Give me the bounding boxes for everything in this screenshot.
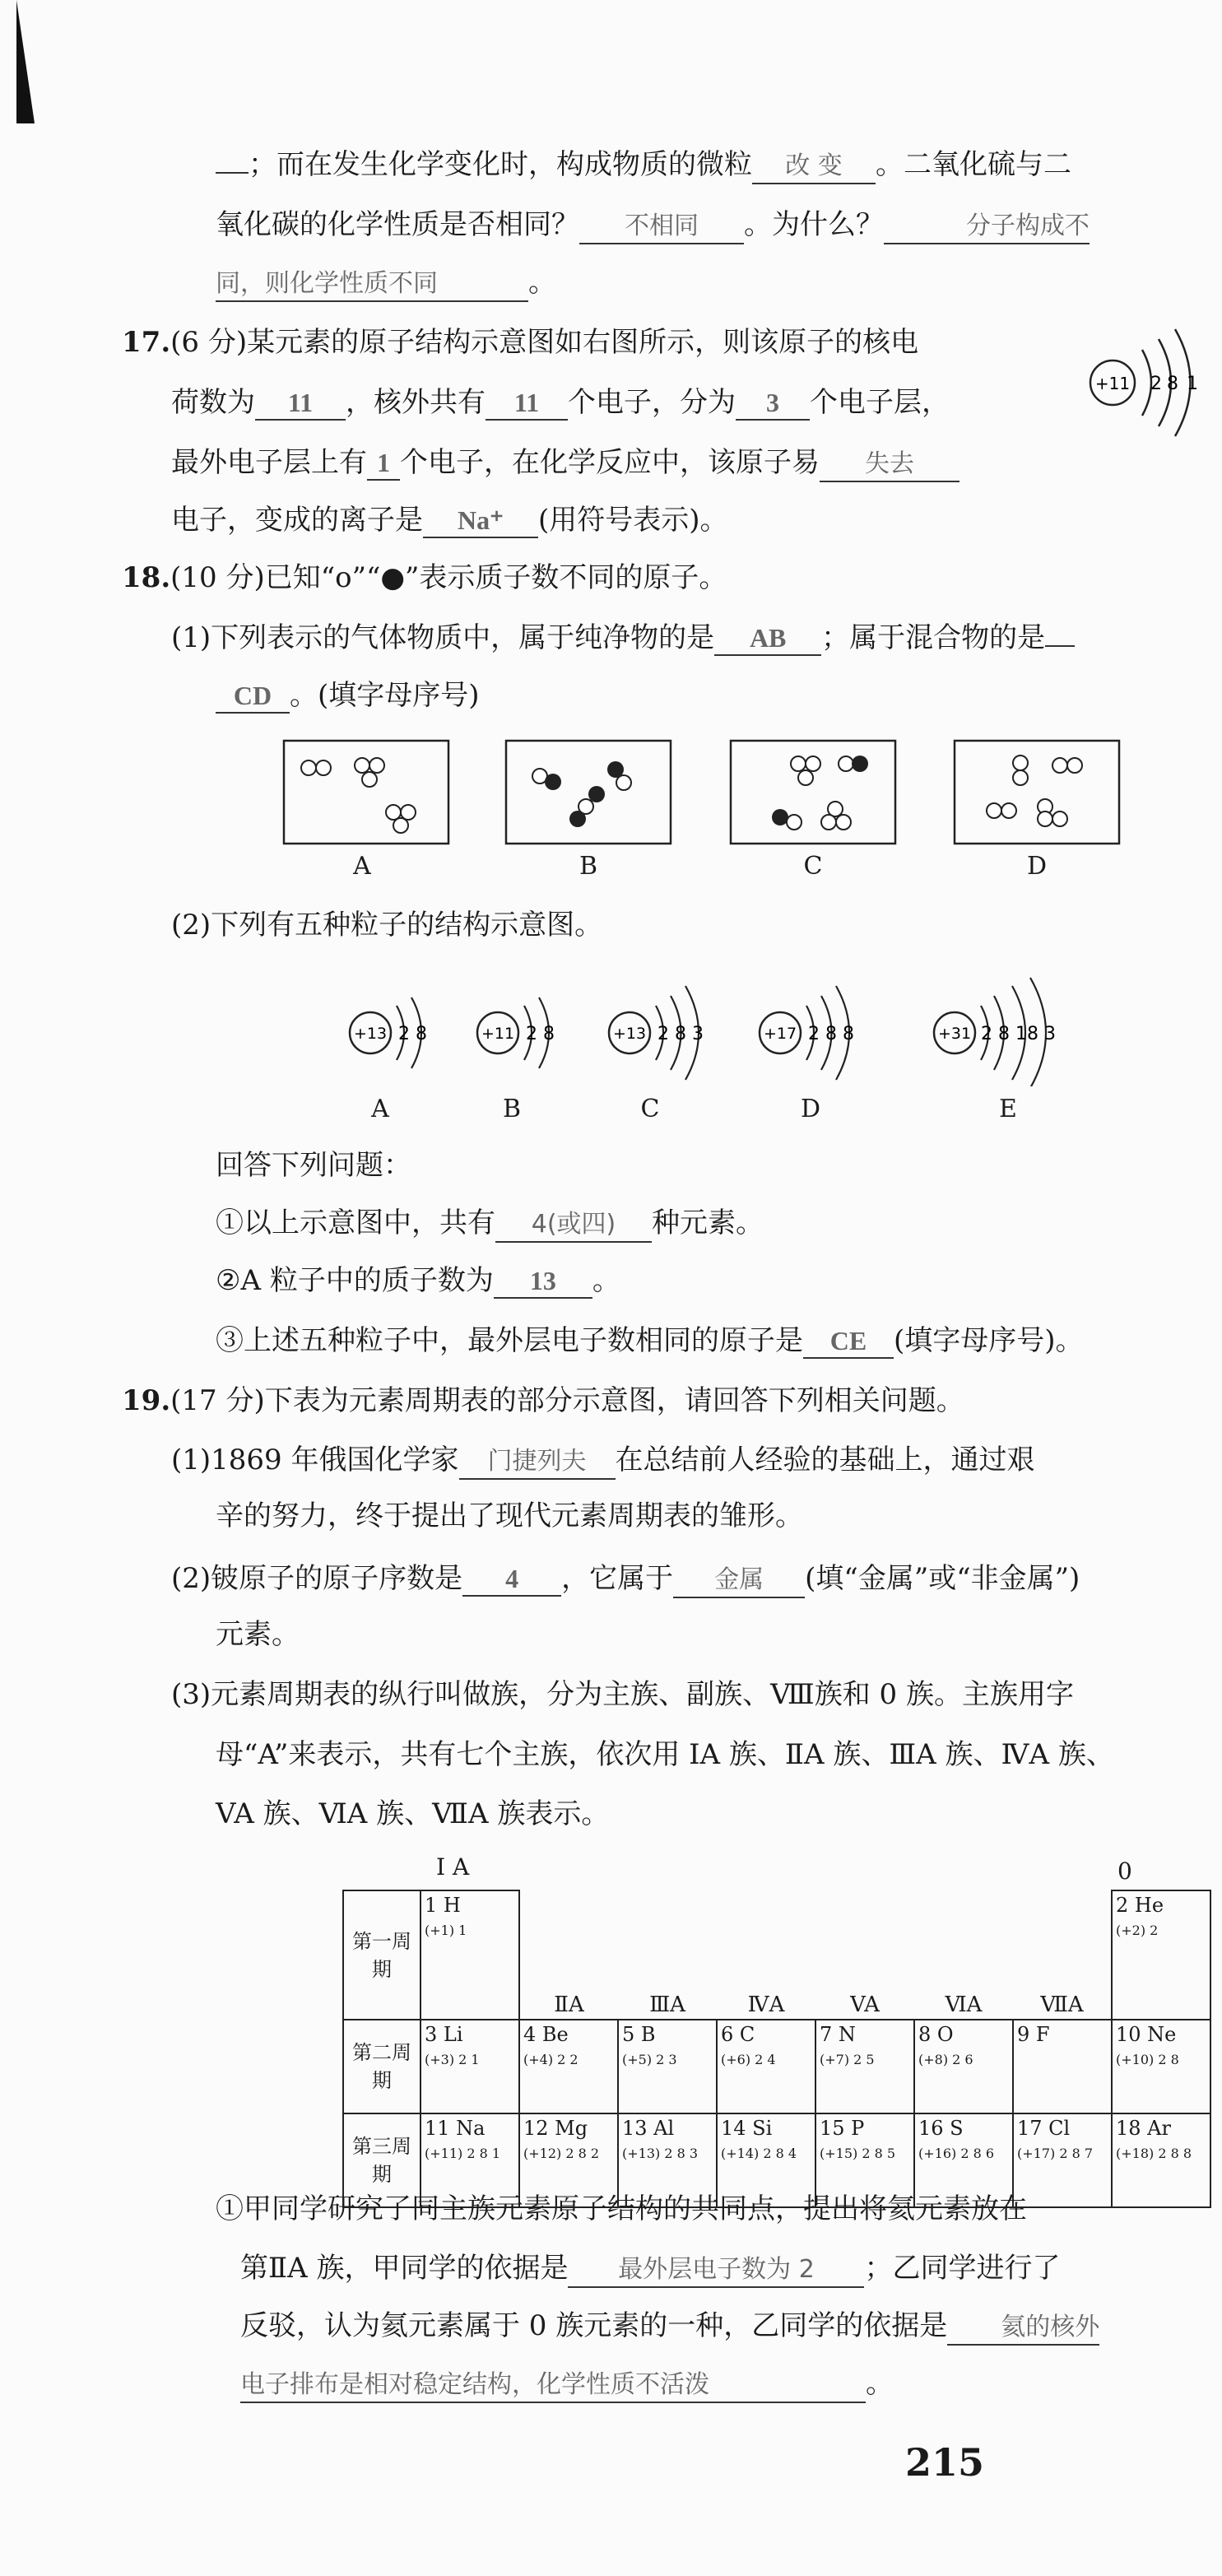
q19-sub1-line3: 反驳，认为氦元素属于 0 族元素的一种，乙同学的依据是 氦的核外 bbox=[240, 2306, 1099, 2346]
q18-sub3: ③上述五种粒子中，最外层电子数相同的原子是 CE (填字母序号)。 bbox=[216, 1324, 1084, 1357]
q19-sub1-line1: ①甲同学研究了同主族元素原子结构的共同点，提出将氦元素放在 bbox=[216, 2192, 1027, 2225]
cell-o: 8 O (+8) 2 6 bbox=[914, 2020, 1013, 2113]
q16-answer-2[interactable]: 不相同 bbox=[579, 210, 744, 244]
period-1-label: 第一周期 bbox=[343, 1890, 420, 2020]
box-D bbox=[955, 741, 1119, 844]
q17-line1: 17.(6 分)某元素的原子结构示意图如右图所示，则该原子的核电 bbox=[122, 326, 919, 359]
svg-text:2 8: 2 8 bbox=[398, 1024, 427, 1044]
svg-text:2 8 18 3: 2 8 18 3 bbox=[981, 1024, 1056, 1044]
q17-answer-5[interactable]: 失去 bbox=[820, 448, 959, 482]
electron-shell-3: 1 bbox=[1187, 374, 1198, 394]
q19-part1-line2: 辛的努力，终于提出了现代元素周期表的雏形。 bbox=[216, 1500, 803, 1532]
q19-part2-answer-2[interactable]: 金属 bbox=[673, 1564, 805, 1598]
q18-sub2-answer[interactable]: 13 bbox=[494, 1264, 592, 1299]
q17-line2: 荷数为 11 ，核外共有 11 个电子，分为 3 个电子层， bbox=[171, 386, 950, 419]
group-iva-label: ⅣA bbox=[717, 1983, 815, 2020]
q17-line4: 电子，变成的离子是 Na⁺ (用符号表示)。 bbox=[171, 504, 728, 537]
svg-text:+11: +11 bbox=[481, 1025, 515, 1043]
periodic-table bbox=[342, 1890, 1211, 2208]
svg-text:2 8: 2 8 bbox=[526, 1024, 555, 1044]
cell-al: 13 Al (+13) 2 8 3 bbox=[618, 2113, 717, 2207]
page-corner-mark bbox=[16, 0, 35, 123]
q17-atom-diagram bbox=[1078, 321, 1210, 444]
q18-sub2: ②A 粒子中的质子数为 13 。 bbox=[216, 1264, 620, 1297]
q18-part1-line2: CD 。(填字母序号) bbox=[216, 676, 480, 715]
q17-answer-1[interactable]: 11 bbox=[255, 386, 346, 421]
q18-sub3-answer[interactable]: CE bbox=[803, 1324, 894, 1359]
box-label-a: A bbox=[353, 852, 371, 881]
q18-answer-intro: 回答下列问题： bbox=[216, 1149, 411, 1182]
q19-part3-line1: (3)元素周期表的纵行叫做族，分为主族、副族、Ⅷ族和 0 族。主族用字 bbox=[171, 1678, 1074, 1711]
cell-ne: 10 Ne (+10) 2 8 bbox=[1112, 2020, 1210, 2113]
q18-molecule-boxes bbox=[280, 737, 1136, 852]
svg-text:+13: +13 bbox=[353, 1025, 388, 1043]
group-0-label: 0 bbox=[1117, 1858, 1132, 1885]
particle-label-b: B bbox=[502, 1095, 522, 1123]
q19-part2-answer-1[interactable]: 4 bbox=[462, 1562, 561, 1597]
group-ia-label: I A bbox=[436, 1853, 470, 1881]
box-C bbox=[731, 741, 895, 844]
q17-answer-3[interactable]: 3 bbox=[736, 386, 810, 421]
box-label-d: D bbox=[1026, 852, 1048, 881]
electron-shell-2: 8 bbox=[1167, 374, 1178, 394]
cell-he: 2 He (+2) 2 bbox=[1112, 1890, 1210, 2020]
cell-be: 4 Be (+4) 2 2 bbox=[519, 2020, 618, 2113]
q17-line3: 最外电子层上有 1 个电子，在化学反应中，该原子易 失去 bbox=[171, 443, 959, 482]
box-A bbox=[284, 741, 448, 844]
box-label-b: B bbox=[578, 852, 598, 881]
page-number: 215 bbox=[905, 2440, 985, 2485]
cell-p: 15 P (+15) 2 8 5 bbox=[815, 2113, 914, 2207]
q19-intro: 19.(17 分)下表为元素周期表的部分示意图，请回答下列相关问题。 bbox=[122, 1384, 964, 1417]
group-iiia-label: ⅢA bbox=[618, 1983, 717, 2020]
particle-E bbox=[934, 978, 1056, 1086]
q18-part1-line1: (1)下列表示的气体物质中，属于纯净物的是 AB ；属于混合物的是 bbox=[171, 618, 1075, 658]
q19-part3-line3: VA 族、ⅥA 族、ⅦA 族表示。 bbox=[216, 1797, 610, 1830]
cell-mg: 12 Mg (+12) 2 8 2 bbox=[519, 2113, 618, 2207]
particle-D bbox=[760, 986, 854, 1080]
cell-si: 14 Si (+14) 2 8 4 bbox=[717, 2113, 815, 2207]
cell-n: 7 N (+7) 2 5 bbox=[815, 2020, 914, 2113]
particle-C bbox=[609, 986, 704, 1080]
cell-b: 5 B (+5) 2 3 bbox=[618, 2020, 717, 2113]
q19-sub1-answer-1[interactable]: 最外层电子数为 2 bbox=[568, 2253, 864, 2288]
particle-label-c: C bbox=[640, 1095, 660, 1123]
q18-particle-diagrams bbox=[329, 971, 1086, 1086]
q16-line2: 氧化碳的化学性质是否相同？ 不相同 。为什么？ 分子构成不 bbox=[216, 205, 1090, 244]
q16-answer-3b[interactable]: 同，则化学性质不同 bbox=[216, 267, 528, 302]
box-B bbox=[506, 741, 671, 844]
particle-label-e: E bbox=[999, 1095, 1017, 1123]
particle-B bbox=[477, 997, 555, 1068]
q18-part2: (2)下列有五种粒子的结构示意图。 bbox=[171, 909, 603, 942]
q16-answer-1[interactable]: 改 变 bbox=[752, 150, 876, 184]
q19-sub1-answer-2b[interactable]: 电子排布是相对稳定结构，化学性质不活泼 bbox=[240, 2369, 866, 2403]
q19-part3-line2: 母“A”来表示，共有七个主族，依次用 IA 族、ⅡA 族、ⅢA 族、ⅣA 族、 bbox=[216, 1738, 1114, 1771]
group-via-label: ⅥA bbox=[914, 1983, 1013, 2020]
svg-text:2 8 3: 2 8 3 bbox=[657, 1024, 704, 1044]
q17-answer-4[interactable]: 1 bbox=[367, 446, 400, 481]
group-viia-label: ⅦA bbox=[1013, 1983, 1112, 2020]
cell-h: 1 H (+1) 1 bbox=[420, 1890, 519, 2020]
q16-line1: ；而在发生化学变化时，构成物质的微粒 改 变 。二氧化硫与二 bbox=[216, 145, 1071, 184]
q17-answer-6[interactable]: Na⁺ bbox=[423, 504, 538, 538]
cell-li: 3 Li (+3) 2 1 bbox=[420, 2020, 519, 2113]
cell-ar: 18 Ar (+18) 2 8 8 bbox=[1112, 2113, 1210, 2207]
q16-line3: 同，则化学性质不同 。 bbox=[216, 263, 556, 302]
nucleus-label: +11 bbox=[1094, 374, 1131, 393]
particle-A bbox=[350, 997, 427, 1068]
group-iia-label: ⅡA bbox=[519, 1983, 618, 2020]
q19-part2-line1: (2)铍原子的原子序数是 4 ，它属于 金属 (填“金属”或“非金属”) bbox=[171, 1559, 1080, 1598]
svg-text:2 8 8: 2 8 8 bbox=[808, 1024, 854, 1044]
cell-f: 9 F bbox=[1013, 2020, 1112, 2113]
particle-label-a: A bbox=[371, 1095, 389, 1123]
cell-na: 11 Na (+11) 2 8 1 bbox=[420, 2113, 519, 2207]
q18-answer-mixture[interactable]: CD bbox=[216, 679, 290, 714]
q19-sub1-line2: 第ⅡA 族，甲同学的依据是 最外层电子数为 2 ；乙同学进行了 bbox=[240, 2248, 1060, 2288]
q19-sub1-line4: 电子排布是相对稳定结构，化学性质不活泼 。 bbox=[240, 2364, 894, 2403]
q18-sub1-answer[interactable]: 4(或四) bbox=[495, 1208, 652, 1243]
q19-part1-line1: (1)1869 年俄国化学家 门捷列夫 在总结前人经验的基础上，通过艰 bbox=[171, 1440, 1035, 1480]
q18-intro: 18.(10 分)已知“o”“●”表示质子数不同的原子。 bbox=[122, 561, 727, 594]
svg-text:+31: +31 bbox=[937, 1025, 972, 1043]
cell-cl: 17 Cl (+17) 2 8 7 bbox=[1013, 2113, 1112, 2207]
box-label-c: C bbox=[803, 852, 823, 881]
particle-label-d: D bbox=[800, 1095, 821, 1123]
period-2-label: 第二周期 bbox=[343, 2020, 420, 2113]
q17-answer-2[interactable]: 11 bbox=[486, 386, 568, 421]
svg-text:+17: +17 bbox=[763, 1025, 797, 1043]
electron-shell-1: 2 bbox=[1150, 374, 1162, 394]
q16-answer-3a[interactable]: 分子构成不 bbox=[884, 210, 1090, 244]
svg-text:+13: +13 bbox=[612, 1025, 647, 1043]
period-3-label: 第三周期 bbox=[343, 2113, 420, 2207]
q18-answer-pure[interactable]: AB bbox=[714, 621, 821, 656]
q19-part1-answer[interactable]: 门捷列夫 bbox=[459, 1445, 616, 1480]
cell-c: 6 C (+6) 2 4 bbox=[717, 2020, 815, 2113]
q18-sub1: ①以上示意图中，共有 4(或四) 种元素。 bbox=[216, 1203, 764, 1243]
q19-part2-line2: 元素。 bbox=[216, 1618, 300, 1651]
group-va-label: VA bbox=[815, 1983, 914, 2020]
cell-s: 16 S (+16) 2 8 6 bbox=[914, 2113, 1013, 2207]
q19-sub1-answer-2a[interactable]: 氦的核外 bbox=[947, 2311, 1099, 2346]
